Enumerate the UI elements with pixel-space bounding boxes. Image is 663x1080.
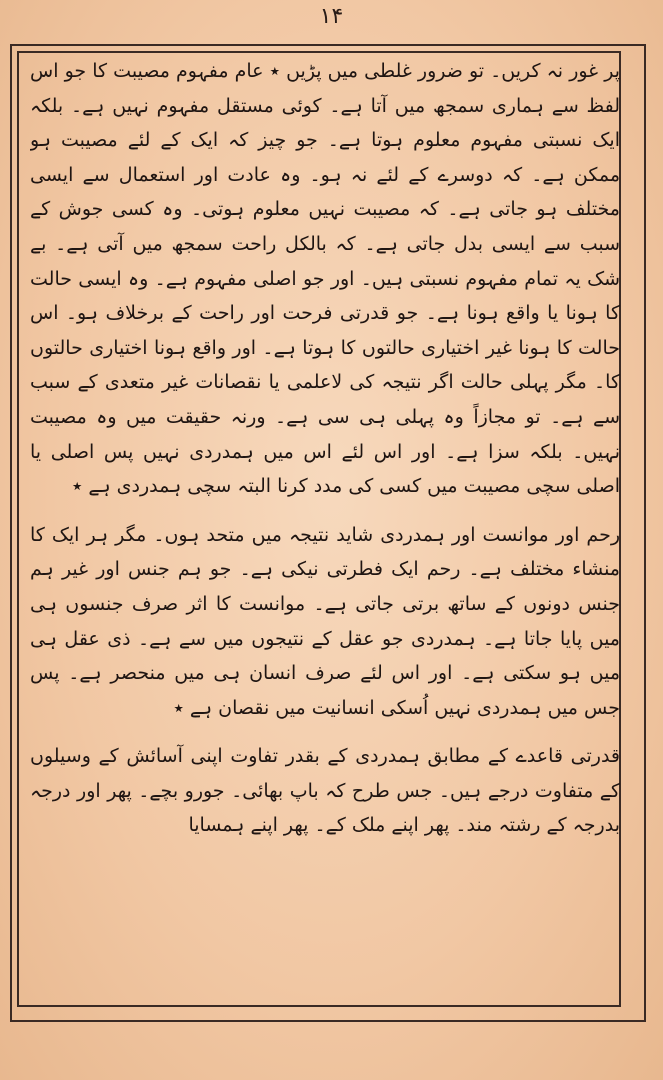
body-text (30, 54, 620, 999)
paragraph-3: قدرتی قاعدے کے مطابق ہمدردی کے بقدر تفاوت اپنی آسائش کے وسیلوں کے متفاوت درجے ہیں۔ جس طرح کہ باپ بھائی۔ جورو بچے۔ پھر اور درجہ بدرجہ کے رشتہ مند۔ پھر اپنے ملک کے۔ پھر اپنے ہمسایا (30, 745, 620, 837)
page-number: ۱۴ (319, 4, 344, 29)
paragraph-2: رحم اور موانست اور ہمدردی شاید نتیجہ میں متحد ہوں۔ مگر ہر ایک کا منشاء مختلف ہے۔ رحم ایک فطرتی نیکی ہے۔ جو ہم جنس اور غیر ہم جنس دونوں کے ساتھ برتی جاتی ہے۔ موانست کا اثر صرف جنسوں ہی میں پایا جاتا ہے۔ ہمدردی جو عقل کے نتیجوں میں سے ہے۔ ذی عقل ہی میں ہو سکتی ہے۔ اور اس لئے صرف انسان ہی میں منحصر ہے۔ پس جس میں ہمدردی نہیں اُسکی انسانیت میں نقصان ہے ٭ (30, 523, 620, 719)
paragraph-1: پر غور نہ کریں۔ تو ضرور غلطی میں پڑیں ٭ عام مفہوم مصیبت کا جو اس لفظ سے ہماری سمجھ میں آتا ہے۔ کوئی مستقل مفہوم نہیں ہے۔ بلکہ ایک نسبتی مفہوم معلوم ہوتا ہے۔ جو چیز کہ ایک کے لئے مصیبت ہو ممکن ہے۔ کہ دوسرے کے لئے نہ ہو۔ وہ عادت اور استعمال سے ایسی مختلف ہو جاتی ہے۔ کہ مصیبت نہیں معلوم ہوتی۔ وہ کسی جوش کے سبب سے ایسی بدل جاتی ہے۔ کہ بالکل راحت سمجھ میں آتی ہے۔ بے شک یہ تمام مفہوم نسبتی ہیں۔ اور جو اصلی مفہوم ہے۔ وہ ایسی حالت کا ہونا یا واقع ہونا ہے۔ جو قدرتی فرحت اور راحت کے برخلاف ہو۔ اس حالت کا ہونا غیر اختیاری حالتوں کا ہوتا ہے۔ اور واقع ہونا اختیاری حالتوں کا۔ مگر پہلی حالت اگر نتیجہ کی لاعلمی یا نقصانات غیر متعدی کے سبب سے ہے۔ تو مجازاً وہ پہلی ہی سی ہے۔ ورنہ حقیقت میں وہ مصیبت نہیں۔ بلکہ سزا ہے۔ اور اس لئے اس میں ہمدردی نہیں پس اصلی یا اصلی سچی مصیبت میں کسی کی مدد کرنا البتہ سچی ہمدردی ہے ٭ (30, 60, 620, 498)
